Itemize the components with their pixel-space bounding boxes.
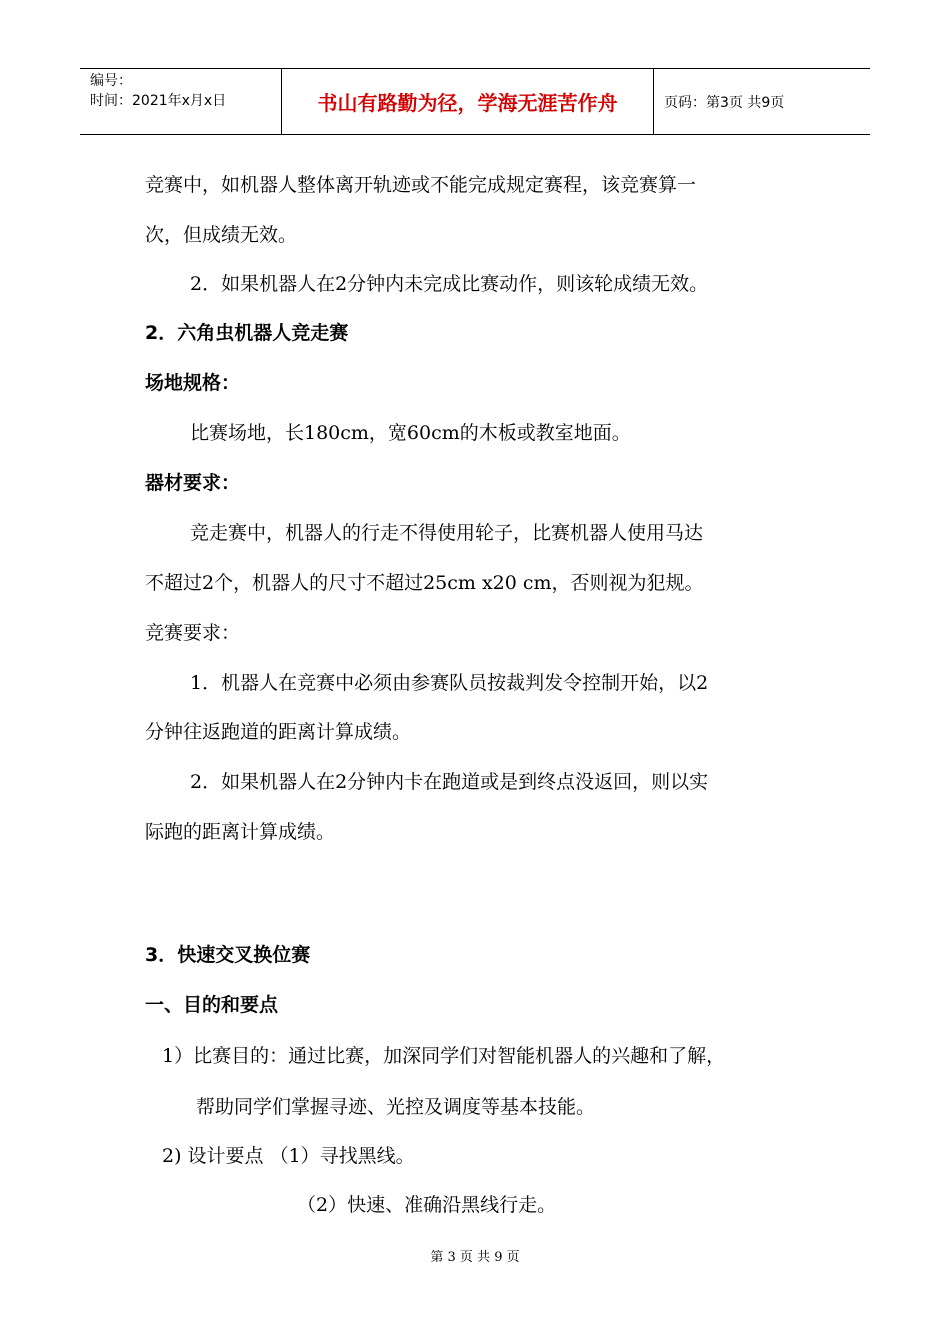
header-meta (80, 69, 282, 134)
body-line: 分钟往返跑道的距离计算成绩。 (145, 721, 412, 743)
header-motto: 书山有路勤为径，学海无涯苦作舟 (282, 69, 654, 134)
subsection-heading: 竞赛要求： (145, 622, 241, 644)
body-line: 2．如果机器人在2分钟内卡在跑道或是到终点没返回，则以实 (190, 771, 709, 793)
subsection-heading: 一、目的和要点 (145, 994, 279, 1016)
body-line: 2．如果机器人在2分钟内未完成比赛动作，则该轮成绩无效。 (190, 273, 709, 295)
page-footer: 第 3 页 共 9 页 (430, 1250, 520, 1265)
list-item-continuation: 帮助同学们掌握寻迹、光控及调度等基本技能。 (196, 1096, 596, 1118)
list-item-continuation: （2）快速、准确沿黑线行走。 (297, 1194, 557, 1216)
body-line: 竞赛中，如机器人整体离开轨迹或不能完成规定赛程，该竞赛算一 (145, 174, 697, 196)
body-line: 比赛场地，长180cm，宽60cm的木板或教室地面。 (190, 422, 631, 444)
document-time-label: 时间：2021年x月x日 (90, 93, 227, 109)
list-item: 2) 设计要点 （1）寻找黑线。 (162, 1145, 415, 1167)
section-heading: 2．六角虫机器人竞走赛 (145, 322, 349, 344)
subsection-heading: 场地规格： (145, 372, 241, 394)
body-line: 竞走赛中，机器人的行走不得使用轮子，比赛机器人使用马达 (190, 522, 704, 544)
body-line: 际跑的距离计算成绩。 (145, 821, 336, 843)
section-heading: 3．快速交叉换位赛 (145, 944, 311, 966)
list-item: 1）比赛目的：通过比赛，加深同学们对智能机器人的兴趣和了解， (162, 1045, 726, 1067)
header-page-info: 页码：第3页 共9页 (664, 94, 785, 111)
page-header (80, 68, 870, 135)
subsection-heading: 器材要求： (145, 472, 241, 494)
body-line: 1．机器人在竞赛中必须由参赛队员按裁判发令控制开始，以2 (190, 672, 709, 694)
document-number-label: 编号： (90, 73, 132, 89)
body-line: 不超过2个，机器人的尺寸不超过25cm x20 cm，否则视为犯规。 (145, 572, 704, 594)
body-line: 次，但成绩无效。 (145, 224, 298, 246)
